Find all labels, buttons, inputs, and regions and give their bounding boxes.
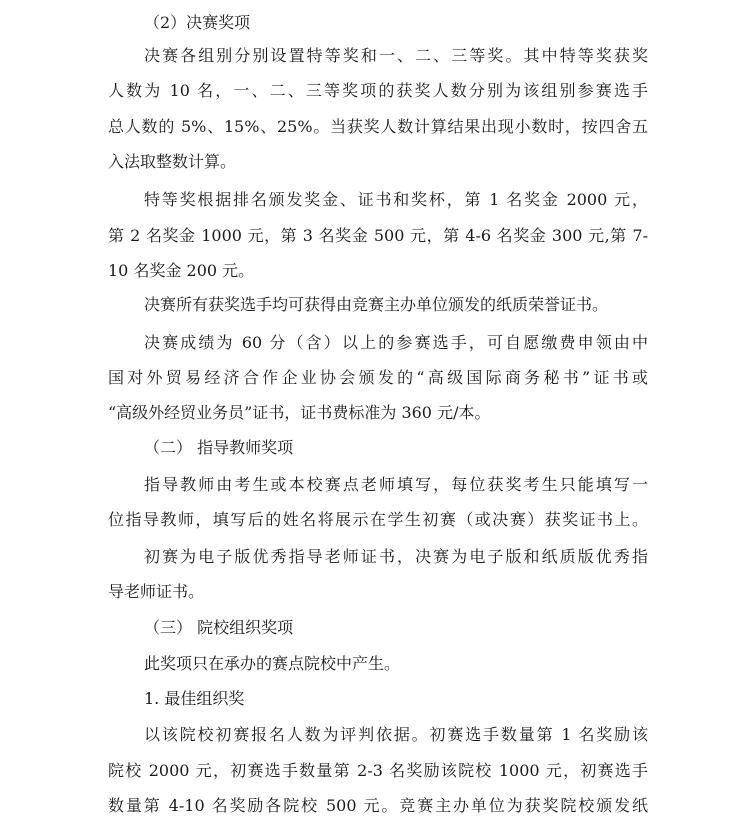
paragraph-line: 特等奖根据排名颁发奖金、证书和奖杯，第 1 名奖金 2000 元， [144,190,648,209]
paragraph-line: “高级外经贸业务员”证书，证书费标准为 360 元/本。 [108,403,491,422]
paragraph-line: 位指导教师，填写后的姓名将展示在学生初赛（或决赛）获奖证书上。 [108,510,648,529]
paragraph-line: 决赛所有获奖选手均可获得由竞赛主办单位颁发的纸质荣誉证书。 [144,295,609,314]
best-org-heading: 1. 最佳组织奖 [144,689,245,708]
paragraph-line: 人数为 10 名，一、二、三等奖项的获奖人数分别为该组别参赛选手 [108,81,648,100]
paragraph-line: 指导教师由考生或本校赛点老师填写，每位获奖考生只能填写一 [144,475,648,494]
paragraph-line: 导老师证书。 [108,582,205,601]
paragraph-line: 国对外贸易经济合作企业协会颁发的“高级国际商务秘书”证书或 [108,368,648,387]
paragraph-line: 决赛成绩为 60 分（含）以上的参赛选手，可自愿缴费申领由中 [144,333,648,352]
instructor-heading: （二） 指导教师奖项 [144,438,294,457]
paragraph-line: 数量第 4-10 名奖励各院校 500 元。竞赛主办单位为获奖院校颁发纸 [108,796,648,815]
paragraph-line: 此奖项只在承办的赛点院校中产生。 [144,654,401,673]
paragraph-line: 院校 2000 元，初赛选手数量第 2-3 名奖励该院校 1000 元，初赛选手 [108,761,648,780]
final-awards-heading: （2）决赛奖项 [144,13,251,32]
paragraph-line: 初赛为电子版优秀指导老师证书，决赛为电子版和纸质版优秀指 [144,547,648,566]
paragraph-line: 总人数的 5%、15%、25%。当获奖人数计算结果出现小数时，按四舍五 [108,117,648,136]
paragraph-line: 10 名奖金 200 元。 [108,261,255,280]
paragraph-line: 入法取整数计算。 [108,152,237,171]
paragraph-line: 以该院校初赛报名人数为评判依据。初赛选手数量第 1 名奖励该 [144,725,648,744]
paragraph-line: 第 2 名奖金 1000 元，第 3 名奖金 500 元，第 4-6 名奖金 300 元,第 7- [108,226,648,245]
paragraph-line: 决赛各组别分别设置特等奖和一、二、三等奖。其中特等奖获奖 [144,46,648,65]
school-heading: （三） 院校组织奖项 [144,618,294,637]
